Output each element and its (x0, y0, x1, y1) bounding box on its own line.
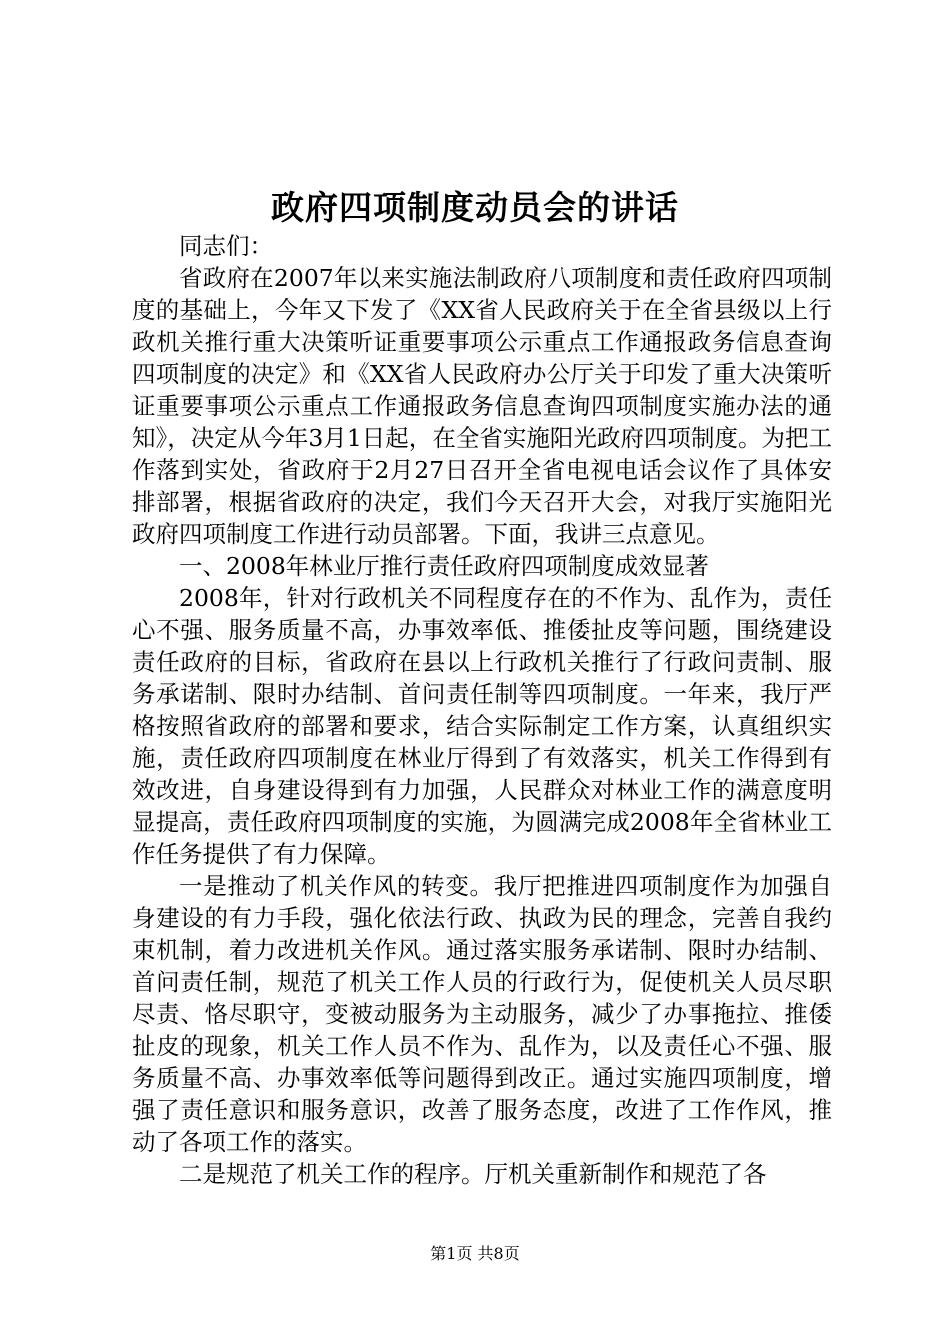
body-paragraph: 省政府在2007年以来实施法制政府八项制度和责任政府四项制度的基础上，今年又下发了《XX省人民政府关于在全省县级以上行政机关推行重大决策听证重要事项公示重点工作通报政务信息查询四项制度的决定》和《XX省人民政府办公厅关于印发了重大决策听证重要事项公示重点工作通报政务信息查询四项制度实施办法的通知》，决定从今年3月1日起，在全省实施阳光政府四项制度。为把工作落到实处，省政府于2月27日召开全省电视电话会议作了具体安排部署，根据省政府的决定，我们今天召开大会，对我厅实施阳光政府四项制度工作进行动员部署。下面，我讲三点意见。 (132, 264, 832, 548)
page-indicator: 第1页 共8页 (430, 1244, 520, 1263)
document-title: 政府四项制度动员会的讲话 (271, 188, 679, 227)
body-paragraph: 2008年，针对行政机关不同程度存在的不作为、乱作为，责任心不强、服务质量不高，办事效率低、推倭扯皮等问题，围绕建设责任政府的目标，省政府在县以上行政机关推行了行政问责制、服务承诺制、限时办结制、首问责任制等四项制度。一年来，我厅严格按照省政府的部署和要求，结合实际制定工作方案，认真组织实施，责任政府四项制度在林业厅得到了有效落实，机关工作得到有效改进，自身建设得到有力加强，人民群众对林业工作的满意度明显提高，责任政府四项制度的实施，为圆满完成2008年全省林业工作任务提供了有力保障。 (132, 584, 832, 868)
salutation: 同志们： (179, 232, 273, 260)
document-body (132, 230, 832, 1190)
page-footer (0, 1243, 950, 1265)
section-heading: 一、2008年林业厅推行责任政府四项制度成效显著 (179, 552, 709, 580)
body-paragraph: 一是推动了机关作风的转变。我厅把推进四项制度作为加强自身建设的有力手段，强化依法行政、执政为民的理念，完善自我约束机制，着力改进机关作风。通过落实服务承诺制、限时办结制、首问责任制，规范了机关工作人员的行政行为，促使机关人员尽职尽责、恪尽职守，变被动服务为主动服务，减少了办事拖拉、推倭扯皮的现象，机关工作人员不作为、乱作为，以及责任心不强、服务质量不高、办事效率低等问题得到改正。通过实施四项制度，增强了责任意识和服务意识，改善了服务态度，改进了工作作风，推动了各项工作的落实。 (132, 872, 832, 1156)
body-paragraph: 二是规范了机关工作的程序。厅机关重新制作和规范了各 (179, 1160, 767, 1188)
